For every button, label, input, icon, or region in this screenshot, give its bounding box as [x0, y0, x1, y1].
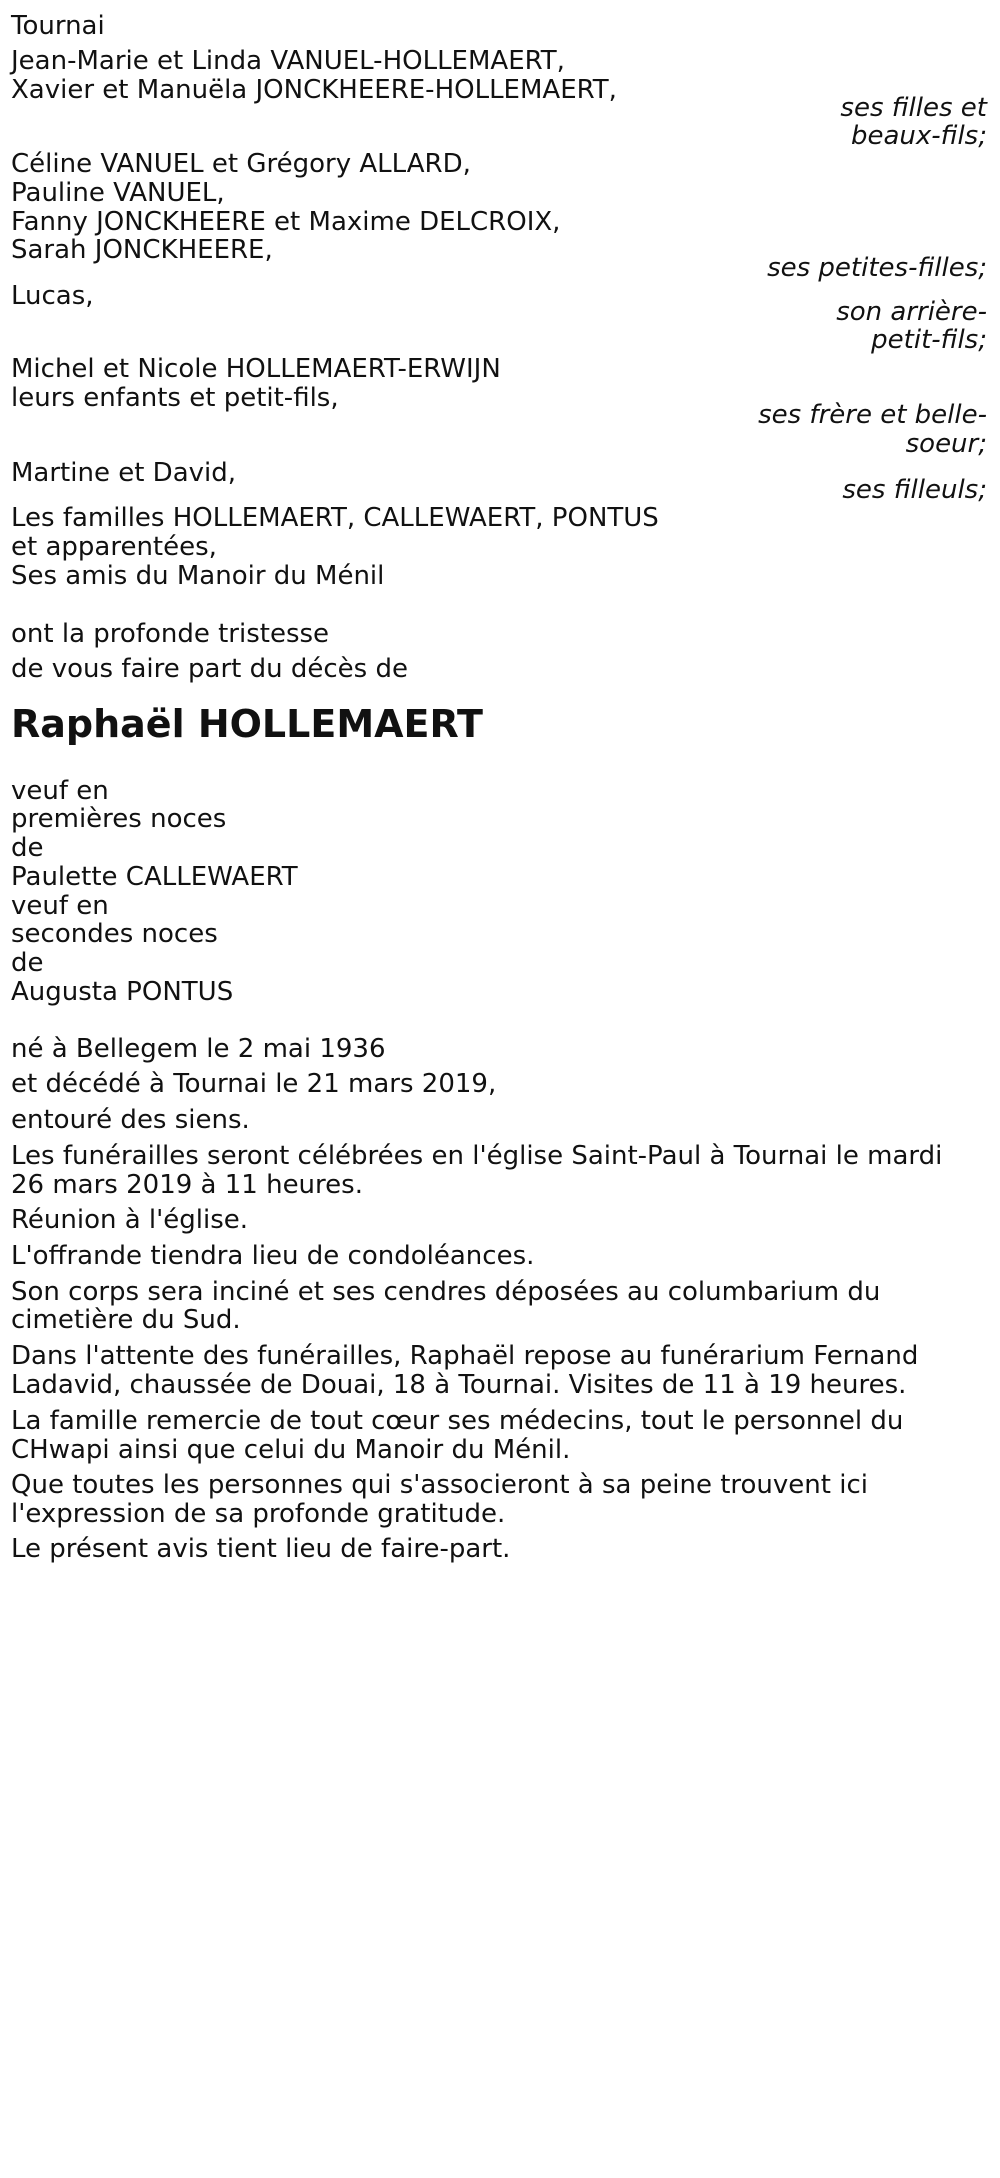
notice-line: Le présent avis tient lieu de faire-part. [11, 1534, 511, 1564]
gratitude-line-2: l'expression de sa profonde gratitude. [11, 1499, 506, 1529]
gratitude-line-1: Que toutes les personnes qui s'associeront à sa peine trouvent ici [11, 1470, 868, 1500]
families-line-1: Les familles HOLLEMAERT, CALLEWAERT, PONTUS [11, 503, 659, 533]
godchildren-name: Martine et David, [11, 458, 236, 488]
widower-line-1: veuf en [11, 776, 109, 806]
widower-line-6: secondes noces [11, 919, 218, 949]
great-grandson-name: Lucas, [11, 281, 94, 311]
siblings-relation-line-2: soeur; [905, 429, 987, 459]
daughters-name-line-1: Jean-Marie et Linda VANUEL-HOLLEMAERT, [11, 46, 565, 76]
godchildren-relation: ses filleuls; [842, 475, 987, 505]
cremation-line-1: Son corps sera inciné et ses cendres déposées au columbarium du [11, 1277, 881, 1307]
funerarium-line-2: Ladavid, chaussée de Douai, 18 à Tournai. Visites de 11 à 19 heures. [11, 1370, 907, 1400]
birth-line: né à Bellegem le 2 mai 1936 [11, 1034, 386, 1064]
widower-line-8: Augusta PONTUS [11, 977, 234, 1007]
siblings-name-line-1: Michel et Nicole HOLLEMAERT-ERWIJN [11, 354, 501, 384]
granddaughters-name-line-3: Fanny JONCKHEERE et Maxime DELCROIX, [11, 207, 561, 237]
great-grandson-relation-line-1: son arrière- [836, 297, 987, 327]
widower-line-3: de [11, 833, 44, 863]
granddaughters-name-line-1: Céline VANUEL et Grégory ALLARD, [11, 149, 471, 179]
widower-line-2: premières noces [11, 804, 227, 834]
location-heading: Tournai [11, 11, 105, 41]
thanks-line-2: CHwapi ainsi que celui du Manoir du Ménil. [11, 1435, 571, 1465]
widower-line-4: Paulette CALLEWAERT [11, 862, 298, 892]
widower-line-7: de [11, 948, 44, 978]
granddaughters-relation: ses petites-filles; [767, 253, 987, 283]
granddaughters-name-line-2: Pauline VANUEL, [11, 178, 225, 208]
deceased-name: Raphaël HOLLEMAERT [11, 702, 483, 746]
daughters-relation-line-1: ses filles et [840, 93, 987, 123]
great-grandson-relation-line-2: petit-fils; [871, 325, 987, 355]
offering-line: L'offrande tiendra lieu de condoléances. [11, 1241, 535, 1271]
surrounded-line: entouré des siens. [11, 1105, 250, 1135]
announcement-line-1: ont la profonde tristesse [11, 619, 330, 649]
widower-line-5: veuf en [11, 891, 109, 921]
funeral-line-2: 26 mars 2019 à 11 heures. [11, 1170, 363, 1200]
meeting-line: Réunion à l'église. [11, 1205, 249, 1235]
granddaughters-name-line-4: Sarah JONCKHEERE, [11, 235, 273, 265]
siblings-name-line-2: leurs enfants et petit-fils, [11, 383, 339, 413]
daughters-name-line-2: Xavier et Manuëla JONCKHEERE-HOLLEMAERT, [11, 75, 617, 105]
funeral-line-1: Les funérailles seront célébrées en l'église Saint-Paul à Tournai le mardi [11, 1141, 943, 1171]
announcement-line-2: de vous faire part du décès de [11, 654, 408, 684]
families-line-2: et apparentées, [11, 532, 217, 562]
families-line-3: Ses amis du Manoir du Ménil [11, 561, 385, 591]
funerarium-line-1: Dans l'attente des funérailles, Raphaël repose au funérarium Fernand [11, 1341, 919, 1371]
siblings-relation-line-1: ses frère et belle- [758, 400, 987, 430]
cremation-line-2: cimetière du Sud. [11, 1305, 241, 1335]
thanks-line-1: La famille remercie de tout cœur ses médecins, tout le personnel du [11, 1406, 904, 1436]
death-line: et décédé à Tournai le 21 mars 2019, [11, 1069, 497, 1099]
daughters-relation-line-2: beaux-fils; [850, 121, 987, 151]
